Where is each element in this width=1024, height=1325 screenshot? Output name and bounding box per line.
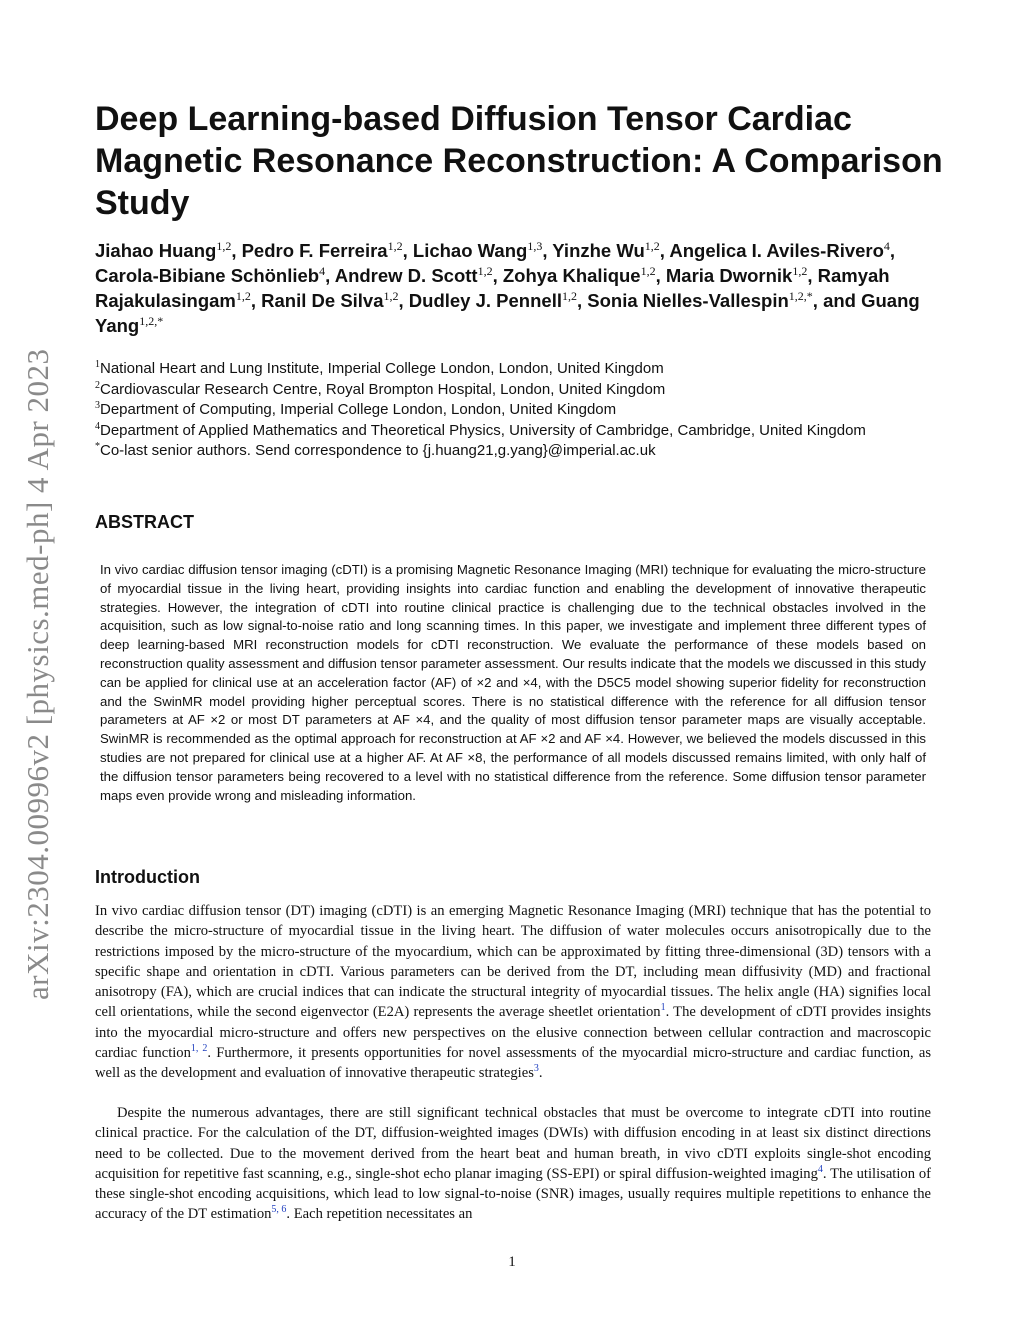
- introduction-paragraph-2: [95, 1103, 931, 1225]
- citation-link[interactable]: 1, 2: [190, 1043, 208, 1055]
- author-name: Zohya Khalique: [502, 265, 641, 286]
- affiliation-2: $^2$Cardiovascular Research Centre, Royal Brompton Hospital, London, United Kingdom: [95, 379, 666, 398]
- author-name: Jiahao Huang: [95, 240, 217, 261]
- citation-link[interactable]: 1: [660, 1002, 666, 1014]
- author-name: Carola-Bibiane Schönlieb: [95, 265, 320, 286]
- paragraph-text: . The development of cDTI provides insights into the myocardial micro-structure and offers new perspectives on the elusive connection between cellular contraction and macroscopic cardiac function: [95, 1004, 931, 1062]
- author-affiliation-mark: 1,2: [792, 263, 808, 278]
- author-affiliation-mark: 1,2: [235, 288, 251, 303]
- affiliation-1: $^1$National Heart and Lung Institute, Imperial College London, London, United Kingdom: [95, 359, 664, 377]
- introduction-paragraph-1: [95, 901, 931, 1084]
- author-name: Ramyah Rajakulasingam: [95, 265, 890, 311]
- paragraph-text: . Furthermore, it presents opportunities for novel assessments of the myocardial micro-structure and cardiac function, as well as the development and evaluation of innovative therapeutic strategies: [95, 1045, 931, 1082]
- author-affiliation-mark: 1,2: [644, 238, 660, 253]
- author-affiliation-mark: 1,2: [216, 238, 232, 253]
- author-name: Maria Dwornik: [665, 265, 793, 286]
- author-affiliation-mark: 1,2,*: [139, 313, 164, 328]
- affiliation-3: $^3$Department of Computing, Imperial College London, London, United Kingdom: [95, 400, 617, 418]
- paragraph-text: .: [538, 1065, 543, 1082]
- author-list: Jiahao Huang$^{1,2}$, Pedro F. Ferreira$^{1,2}$, Lichao Wang$^{1,3}$, Yinzhe Wu$^{1,2}$, Angelica I. Aviles-Rivero$^4$, Carola-Bibiane Schönlieb$^4$, Andrew D. Scott$^{1,2}$, Zohya Khalique$^{1,2}$, Maria Dwornik$^{1,2}$, Ramyah Rajakulasingam$^{1,2}$, Ranil De Silva$^{1,2}$, Dudley J. Pennell$^{1,2}$, Sonia Nielles-Vallespin$^{1,2,*}$, and Guang Yang$^{1,2,*}$: [95, 238, 920, 336]
- author-name: Guang Yang: [95, 290, 920, 336]
- author-affiliation-mark: 1,2,*: [788, 288, 813, 303]
- page-number: 1: [508, 1254, 516, 1270]
- abstract-text: In vivo cardiac diffusion tensor imaging (cDTI) is a promising Magnetic Resonance Imaging (MRI) technique for evaluating the micro-structure of myocardial tissue in the living heart, providing insights into cardiac function and enabling the development of innovative therapeutic strategies. However, the integration of cDTI into routine clinical practice is challenging due to the technical obstacles involved in the acquisition, such as low signal-to-noise ratio and long scanning times. In this paper, we investigate and implement three different types of deep learning-based MRI reconstruction models for cDTI reconstruction. We evaluate the performance of these models based on reconstruction quality assessment and diffusion tensor parameter assessment. Our results indicate that the models we discussed in this study can be applied for clinical use at an acceleration factor (AF) of ×2 and ×4, with the D5C5 model showing superior fidelity for reconstruction and the SwinMR model providing higher perceptual scores. There is no statistical difference with the reference for all diffusion tensor parameters at AF ×2 or most DT parameters at AF ×4, and the quality of most diffusion tensor parameter maps are visually acceptable. SwinMR is recommended as the optimal approach for reconstruction at AF ×2 and AF ×4. However, we believed the models discussed in this studies are not prepared for clinical use at a higher AF. At AF ×8, the performance of all models discussed remains limited, with only half of the diffusion tensor parameters being recovered to a level with no statistical difference from the reference. Some diffusion tensor parameter maps even provide wrong and misleading information.: [100, 562, 926, 803]
- paragraph-text: In vivo cardiac diffusion tensor (DT) imaging (cDTI) is an emerging Magnetic Resonance Imaging (MRI) technique that has the potential to describe the micro-structure of myocardial tissue in the living heart. The diffusion of water molecules occurs anisotropically due to the restrictions imposed by the micro-structure of the myocardium, which can be approximated by fitting three-dimensional (3D) tensors with a specific shape and orientation in cDTI. Various parameters can be derived from the DT, including mean diffusivity (MD) and fractional anisotropy (FA), which are crucial indices that can indicate the structural integrity of myocardial tissues. The helix angle (HA) signifies local cell orientations, while the second eigenvector (E2A) represents the average sheetlet orientation: [95, 903, 931, 1021]
- author-name: Pedro F. Ferreira: [241, 240, 388, 261]
- author-name: Angelica I. Aviles-Rivero: [669, 240, 884, 261]
- author-name: Sonia Nielles-Vallespin: [587, 290, 789, 311]
- introduction-heading: Introduction: [95, 867, 200, 887]
- author-affiliation-mark: 1,2: [477, 263, 493, 278]
- affiliation-list: [95, 359, 895, 462]
- author-affiliation-mark: 1,2: [383, 288, 399, 303]
- abstract-heading: ABSTRACT: [95, 512, 194, 532]
- citation-link[interactable]: 3: [533, 1063, 539, 1075]
- author-name: Yinzhe Wu: [552, 240, 645, 261]
- citation-link[interactable]: 4: [817, 1164, 823, 1176]
- arxiv-identifier: arXiv:2304.00996v2 [physics.med-ph] 4 Apr 2023: [20, 348, 55, 1000]
- author-affiliation-mark: 4: [883, 238, 890, 253]
- affiliation-4: $^4$Department of Applied Mathematics and Theoretical Physics, University of Cambridge, Cambridge, United Kingdom: [95, 420, 866, 439]
- author-affiliation-mark: 1,2: [387, 238, 403, 253]
- paragraph-text: . Each repetition necessitates an: [286, 1206, 473, 1223]
- author-name: Andrew D. Scott: [334, 265, 478, 286]
- paragraph-text: . The utilisation of these single-shot encoding acquisitions, which lead to low signal-to-noise (SNR) images, usually requires multiple repetitions to enhance the accuracy of the DT estimation: [95, 1165, 931, 1223]
- paragraph-text: Despite the numerous advantages, there are still significant technical obstacles that must be overcome to integrate cDTI into routine clinical practice. For the calculation of the DT, diffusion-weighted images (DWIs) with diffusion encoding in at least six distinct directions need to be collected. Due to the movement derived from the heart beat and human breath, in vivo cDTI exploits single-shot encoding acquisition for repetitive fast scanning, e.g., single-shot echo planar imaging (SS-EPI) or spiral diffusion-weighted imaging: [95, 1105, 931, 1182]
- author-affiliation-mark: 1,2: [561, 288, 577, 303]
- paper-title: Deep Learning-based Diffusion Tensor Cardiac Magnetic Resonance Reconstruction: A Comparison Study: [95, 100, 943, 222]
- citation-link[interactable]: 5, 6: [271, 1204, 287, 1216]
- author-name: Lichao Wang: [412, 240, 528, 261]
- correspondence-note: *Co-last senior authors. Send correspondence to {j.huang21,g.yang}@imperial.ac.uk: [95, 441, 656, 459]
- author-affiliation-mark: 1,2: [640, 263, 656, 278]
- author-affiliation-mark: 4: [319, 263, 326, 278]
- author-affiliation-mark: 1,3: [527, 238, 543, 253]
- author-name: Ranil De Silva: [261, 290, 384, 311]
- author-name: Dudley J. Pennell: [408, 290, 562, 311]
